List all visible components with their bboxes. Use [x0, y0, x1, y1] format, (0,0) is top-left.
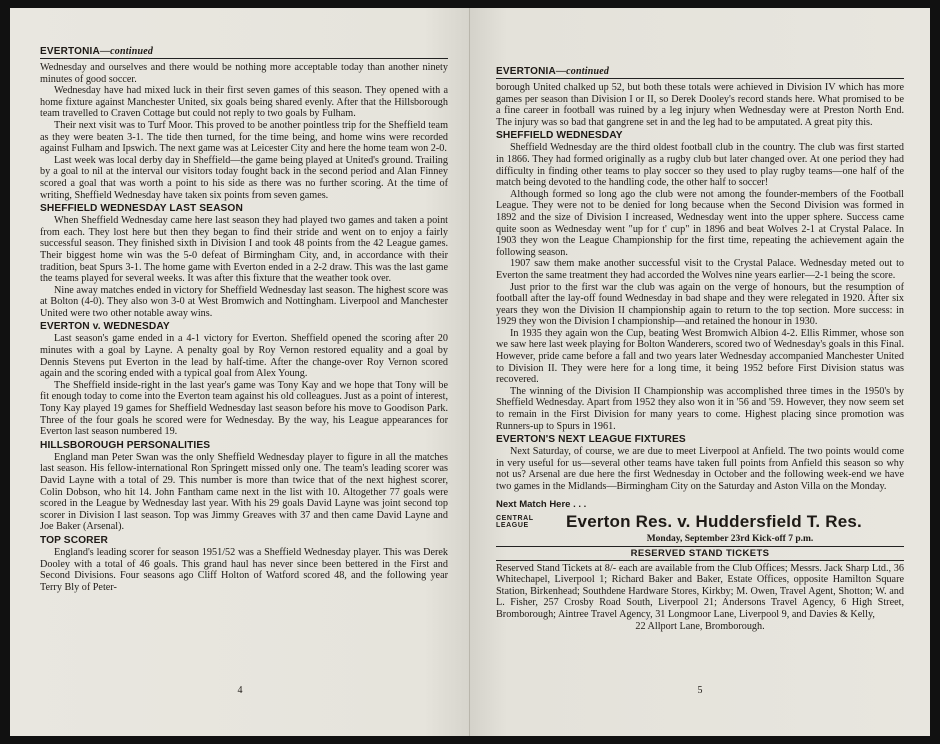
page-number-right: 5	[697, 685, 703, 696]
header-title: EVERTONIA	[496, 66, 556, 77]
section-heading: TOP SCORER	[40, 534, 108, 546]
match-date: Monday, September 23rd Kick-off 7 p.m.	[646, 533, 814, 544]
paragraph: 1907 saw them make another successful visit to the Crystal Palace. Wednesday meted out to Everton the same treatment they had accorded the Wolves nine years earlier—2-1 being the score.	[496, 258, 904, 281]
left-page-body	[40, 62, 448, 593]
header-continued: —continued	[555, 66, 610, 77]
header-continued: —continued	[99, 46, 154, 57]
paragraph: Last season's game ended in a 4-1 victory for Everton. Sheffield opened the scoring after 20 minutes with a goal by Layne. A penalty goal by Roy Vernon restored equality and a goal by Dennis Stevens put Everton in the lead by half-time. After the change-over Roy Vernon scored again and the scoring ended with a typical goal from Alex Young.	[40, 333, 448, 380]
match-row	[496, 512, 904, 532]
section-heading: SHEFFIELD WEDNESDAY LAST SEASON	[40, 203, 243, 215]
next-match-box	[496, 499, 904, 544]
running-header-left	[40, 46, 448, 59]
page-number-left: 4	[237, 685, 243, 696]
page-right	[470, 8, 930, 736]
paragraph: England's leading scorer for season 1951/52 was a Sheffield Wednesday player. This was Derek Dooley with a total of 46 goals. This grand haul has never since been bettered in the First and Second Divisions. Four seasons ago Cliff Holton of Watford scored 48, and the following year Terry Bly of Peter-	[40, 546, 448, 593]
paragraph: When Sheffield Wednesday came here last season they had played two games and taken a point from each. They lost here but then they began to find their stride and went on to enjoy a fairly successful season. They finished sixth in Division I and took 48 points from the 42 League games. Their biggest home win was the 5-0 defeat of Birmingham City, and, in accordance with their tradition, beat Spurs 3-1. The home game with Everton ended in a 2-2 draw. This was the last game the teams played for several weeks. It was after this fixture that the weather took over.	[40, 215, 448, 285]
league-tag-line1: CENTRAL	[496, 514, 534, 522]
paragraph: Nine away matches ended in victory for Sheffield Wednesday last season. The highest score was at Bolton (4-0). They also won 3-0 at West Bromwich and Nottingham. Liverpool and Manchester United were two other notable away wins.	[40, 284, 448, 319]
paragraph: The winning of the Division II Championship was accomplished three times in the 1950's by Sheffield Wednesday. Apart from 1952 they also won it in '56 and '59. However, they now seem set to remain in the First Division for many years to come. Highest placing since promotion was Runners-up to Spurs in 1961.	[496, 385, 904, 432]
section-heading: HILLSBOROUGH PERSONALITIES	[40, 439, 211, 451]
section-heading: SHEFFIELD WEDNESDAY	[496, 130, 623, 142]
paragraph: Sheffield Wednesday are the third oldest football club in the country. The club was first started in 1866. They had formed originally as a rugby club but later changed over. At one period they had difficulty in finding other teams to play soccer so they used to play rugby teams—one half of the match being devoted to the handling code, the other half to soccer!	[496, 142, 904, 189]
paragraph: In 1935 they again won the Cup, beating West Bromwich Albion 4-2. Ellis Rimmer, whose son we saw here last week playing for Bolton Wanderers, scored two of Wednesday's goals in this Final. However, pride came before a fall and two years later Wednesday accompanied Manchester United to Division II. They were here for a long time, it being 1952 before First Division status was recovered.	[496, 327, 904, 386]
paragraph: Wednesday and ourselves and there would be nothing more acceptable today than another ninety minutes of good soccer.	[40, 62, 448, 85]
tickets-last-line: 22 Allport Lane, Bromborough.	[635, 620, 765, 632]
paragraph: Next Saturday, of course, we are due to meet Liverpool at Anfield. The two points would come in very useful for us—several other teams have taken full points from Anfield this season so why not us? Arsenal are due here the first Wednesday in October and the following week-end we have two games in the Midlands—Birmingham City on the Saturday and Aston Villa on the Monday.	[496, 446, 904, 492]
tickets-section	[496, 546, 904, 633]
program-spread	[10, 8, 930, 736]
tickets-heading: RESERVED STAND TICKETS	[496, 546, 904, 561]
league-tag	[496, 515, 566, 529]
match-title: Everton Res. v. Huddersfield T. Res.	[566, 511, 862, 531]
paragraph: Although formed so long ago the club were not among the founder-members of the Football League. They were not to be denied for long because when the Second Division was formed in 1892 and the size of Division I increased, Wednesday went into the upper sphere. Success came quite soon as Wednesday went "up for t' cup" in 1896 and beat Wolves 2-1 at Crystal Palace. In 1903 they won the League Championship for the first time, repeating the achievement again the following season.	[496, 188, 904, 258]
paragraph: Just prior to the first war the club was again on the verge of honours, but the resumption of football after the lay-off found Wednesday in bad shape and they were relegated in 1920. After six years they won the Division II championship again to return to the top section. More success: in 1929 they won the Division I championship—and retained the honour in 1930.	[496, 281, 904, 328]
paragraph: borough United chalked up 52, but both these totals were achieved in Division IV which has more games per season than Division I or II, so Derek Dooley's record stands here. What promised to be a fine career in football was ruined by a leg injury when Wednesday were at Preston North End. The injury was so bad that gangrene set in and the leg had to be amputated. A great pity this.	[496, 82, 904, 128]
section-heading: EVERTON v. WEDNESDAY	[40, 321, 170, 333]
league-tag-line2: LEAGUE	[496, 521, 529, 529]
paragraph: The Sheffield inside-right in the last year's game was Tony Kay and we hope that Tony will be fit enough today to come into the Everton team against his old colleagues. Just as a point of interest, Tony Kay played 19 games for Sheffield Wednesday last season before his move to Goodison Park. Three of the four goals he scored were for Wednesday. By the way, his League appearances for Everton last season numbered 19.	[40, 379, 448, 438]
next-match-label: Next Match Here . . .	[496, 498, 587, 510]
header-title: EVERTONIA	[40, 46, 100, 57]
paragraph: Last week was local derby day in Sheffield—the game being played at United's ground. Trailing by a goal to nil at the interval our visitors today fought back in the second period and Alan Finney scored a goal that was worth a point to his side as there was no further scoring. At the time of writing, Sheffield Wednesday have taken six points from seven games.	[40, 154, 448, 201]
paragraph: Their next visit was to Turf Moor. This proved to be another pointless trip for the Sheffield team as they were beaten 3-1. The tide then turned, for the time being, and home wins were recorded against Fulham and Ipswich. The next game was at Leicester City and here the home team won 2-0.	[40, 119, 448, 155]
paragraph: England man Peter Swan was the only Sheffield Wednesday player to figure in all the matches last season. His fellow-international Ron Springett missed only one. The team's leading scorer was David Layne with a total of 29. This number is more than twice that of the next highest scorer, Colin Dobson, who hit 14. John Fantham came next in the list with 10. Altogether 77 goals were scored in the League by Wednesday last year. With his 29 goals David Layne was joint second top scorer in Division I last season. Top was Jimmy Greaves with 37 and then came David Layne and Joe Baker (Arsenal).	[40, 451, 448, 533]
tickets-body: Reserved Stand Tickets at 8/- each are available from the Club Offices; Messrs. Jack Sharp Ltd., 36 Whitechapel, Liverpool 1; Richard Baker and Baker, Estate Offices, opposite Hamilton Square Station, Birkenhead; Southdene Hardware Stores, Kirkby; M. Owen, Travel Agent, Shotton; W. and L. Fisher, 257 Crosby Road South, Liverpool 21; Andersons Travel Agency, 6 High Street, Bromborough; Aintree Travel Agency, 31 Longmoor Lane, Liverpool 9, and Davies & Kelly,	[496, 562, 904, 620]
running-header-right	[496, 66, 904, 79]
paragraph: Wednesday have had mixed luck in their first seven games of this season. They opened with a home fixture against Manchester United, six goals being shared evenly. After that the Hillsborough team travelled to Craven Cottage but could not reply to two goals by Fulham.	[40, 85, 448, 120]
section-heading: EVERTON'S NEXT LEAGUE FIXTURES	[496, 434, 686, 446]
right-page-body	[496, 82, 904, 493]
page-left	[10, 8, 470, 736]
